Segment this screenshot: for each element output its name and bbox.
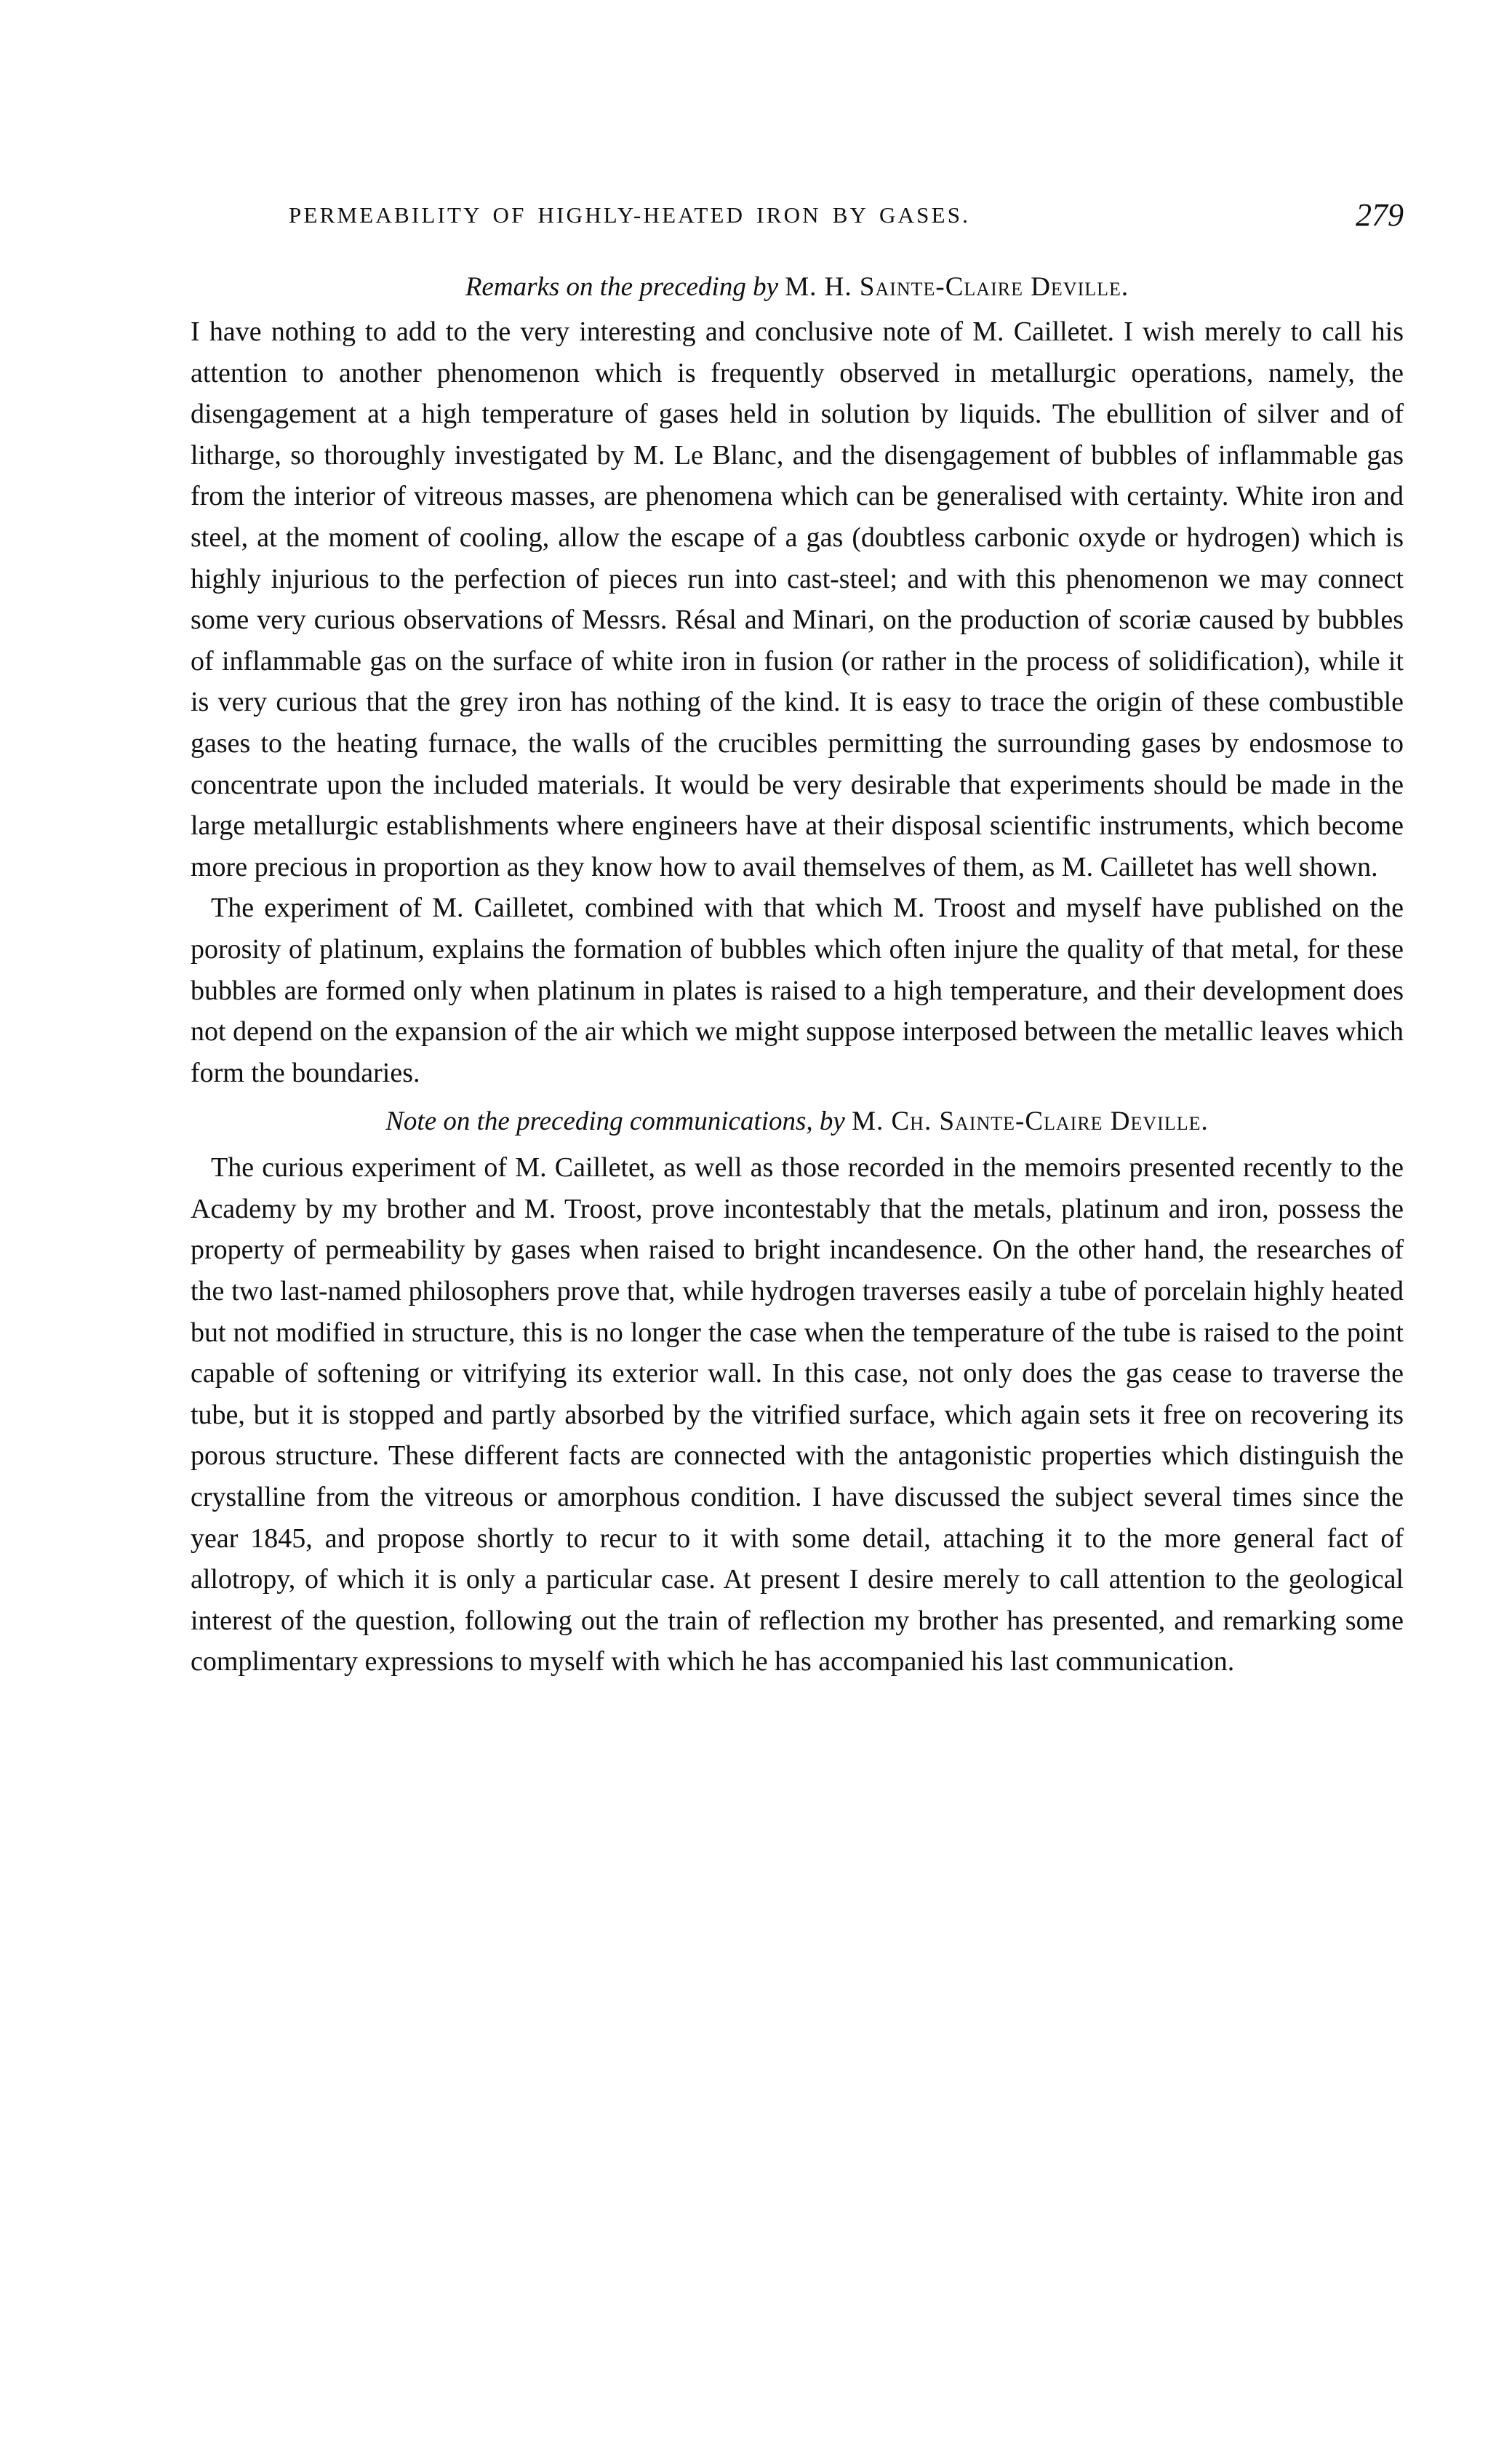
section-heading-note (191, 1102, 1404, 1141)
paragraph: I have nothing to add to the very interesting and conclusive note of M. Cailletet. I wish merely to call his attention to another phenomenon which is frequently observed in metallurgic operations, namely, the disengagement at a high temperature of gases held in solution by liquids. The ebullition of silver and of litharge, so thoroughly investigated by M. Le Blanc, and the disengagement of bubbles of inflammable gas from the interior of vitreous masses, are phenomena which can be generalised with certainty. White iron and steel, at the moment of cooling, allow the escape of a gas (doubtless carbonic oxyde or hydrogen) which is highly injurious to the perfection of pieces run into cast-steel; and with this phenomenon we may connect some very curious observations of Messrs. Résal and Minari, on the production of scoriæ caused by bubbles of inflammable gas on the surface of white iron in fusion (or rather in the process of solidification), while it is very curious that the grey iron has nothing of the kind. It is easy to trace the origin of these combustible gases to the heating furnace, the walls of the crucibles permitting the surrounding gases by endosmose to concentrate upon the included materials. It would be very desirable that experiments should be made in the large metallurgic establishments where engineers have at their disposal scientific instruments, which become more precious in proportion as they know how to avail themselves of them, as M. Cailletet has well shown. (191, 316, 1404, 882)
section-heading-intro: Note on the preceding communications, by (385, 1106, 845, 1137)
running-title: PERMEABILITY OF HIGHLY-HEATED IRON BY GASES. (289, 202, 971, 228)
page-number: 279 (1356, 197, 1404, 233)
running-head (191, 196, 1404, 243)
section-heading-author: M. Ch. Sainte-Claire Deville. (852, 1106, 1209, 1137)
paragraph: The experiment of M. Cailletet, combined with that which M. Troost and myself have published on the porosity of platinum, explains the formation of bubbles which often injure the quality of that metal, for these bubbles are formed only when platinum in plates is raised to a high temperature, and their development does not depend on the expansion of the air which we might suppose interposed between the metallic leaves which form the boundaries. (191, 893, 1404, 1088)
section-heading-author: M. H. Sainte-Claire Deville. (785, 272, 1129, 302)
section-heading-remarks (191, 268, 1404, 307)
paragraph: The curious experiment of M. Cailletet, as well as those recorded in the memoirs presented recently to the Academy by my brother and M. Troost, prove incontestably that the metals, platinum and iron, possess the property of permeability by gases when raised to bright incandesence. On the other hand, the researches of the two last-named philosophers prove that, while hydrogen traverses easily a tube of porcelain highly heated but not modified in structure, this is no longer the case when the temperature of the tube is raised to the point capable of softening or vitrifying its exterior wall. In this case, not only does the gas cease to traverse the tube, but it is stopped and partly absorbed by the vitrified surface, which again sets it free on recovering its porous structure. These different facts are connected with the antagonistic properties which distinguish the crystalline from the vitreous or amorphous condition. I have discussed the subject several times since the year 1845, and propose shortly to recur to it with some detail, attaching it to the more general fact of allotropy, of which it is only a particular case. At present I desire merely to call attention to the geological interest of the question, following out the train of reflection my brother has presented, and remarking some complimentary expressions to myself with which he has accompanied his last communication. (191, 1152, 1404, 1677)
section-heading-intro: Remarks on the preceding by (465, 272, 778, 302)
book-page (191, 196, 1404, 1683)
